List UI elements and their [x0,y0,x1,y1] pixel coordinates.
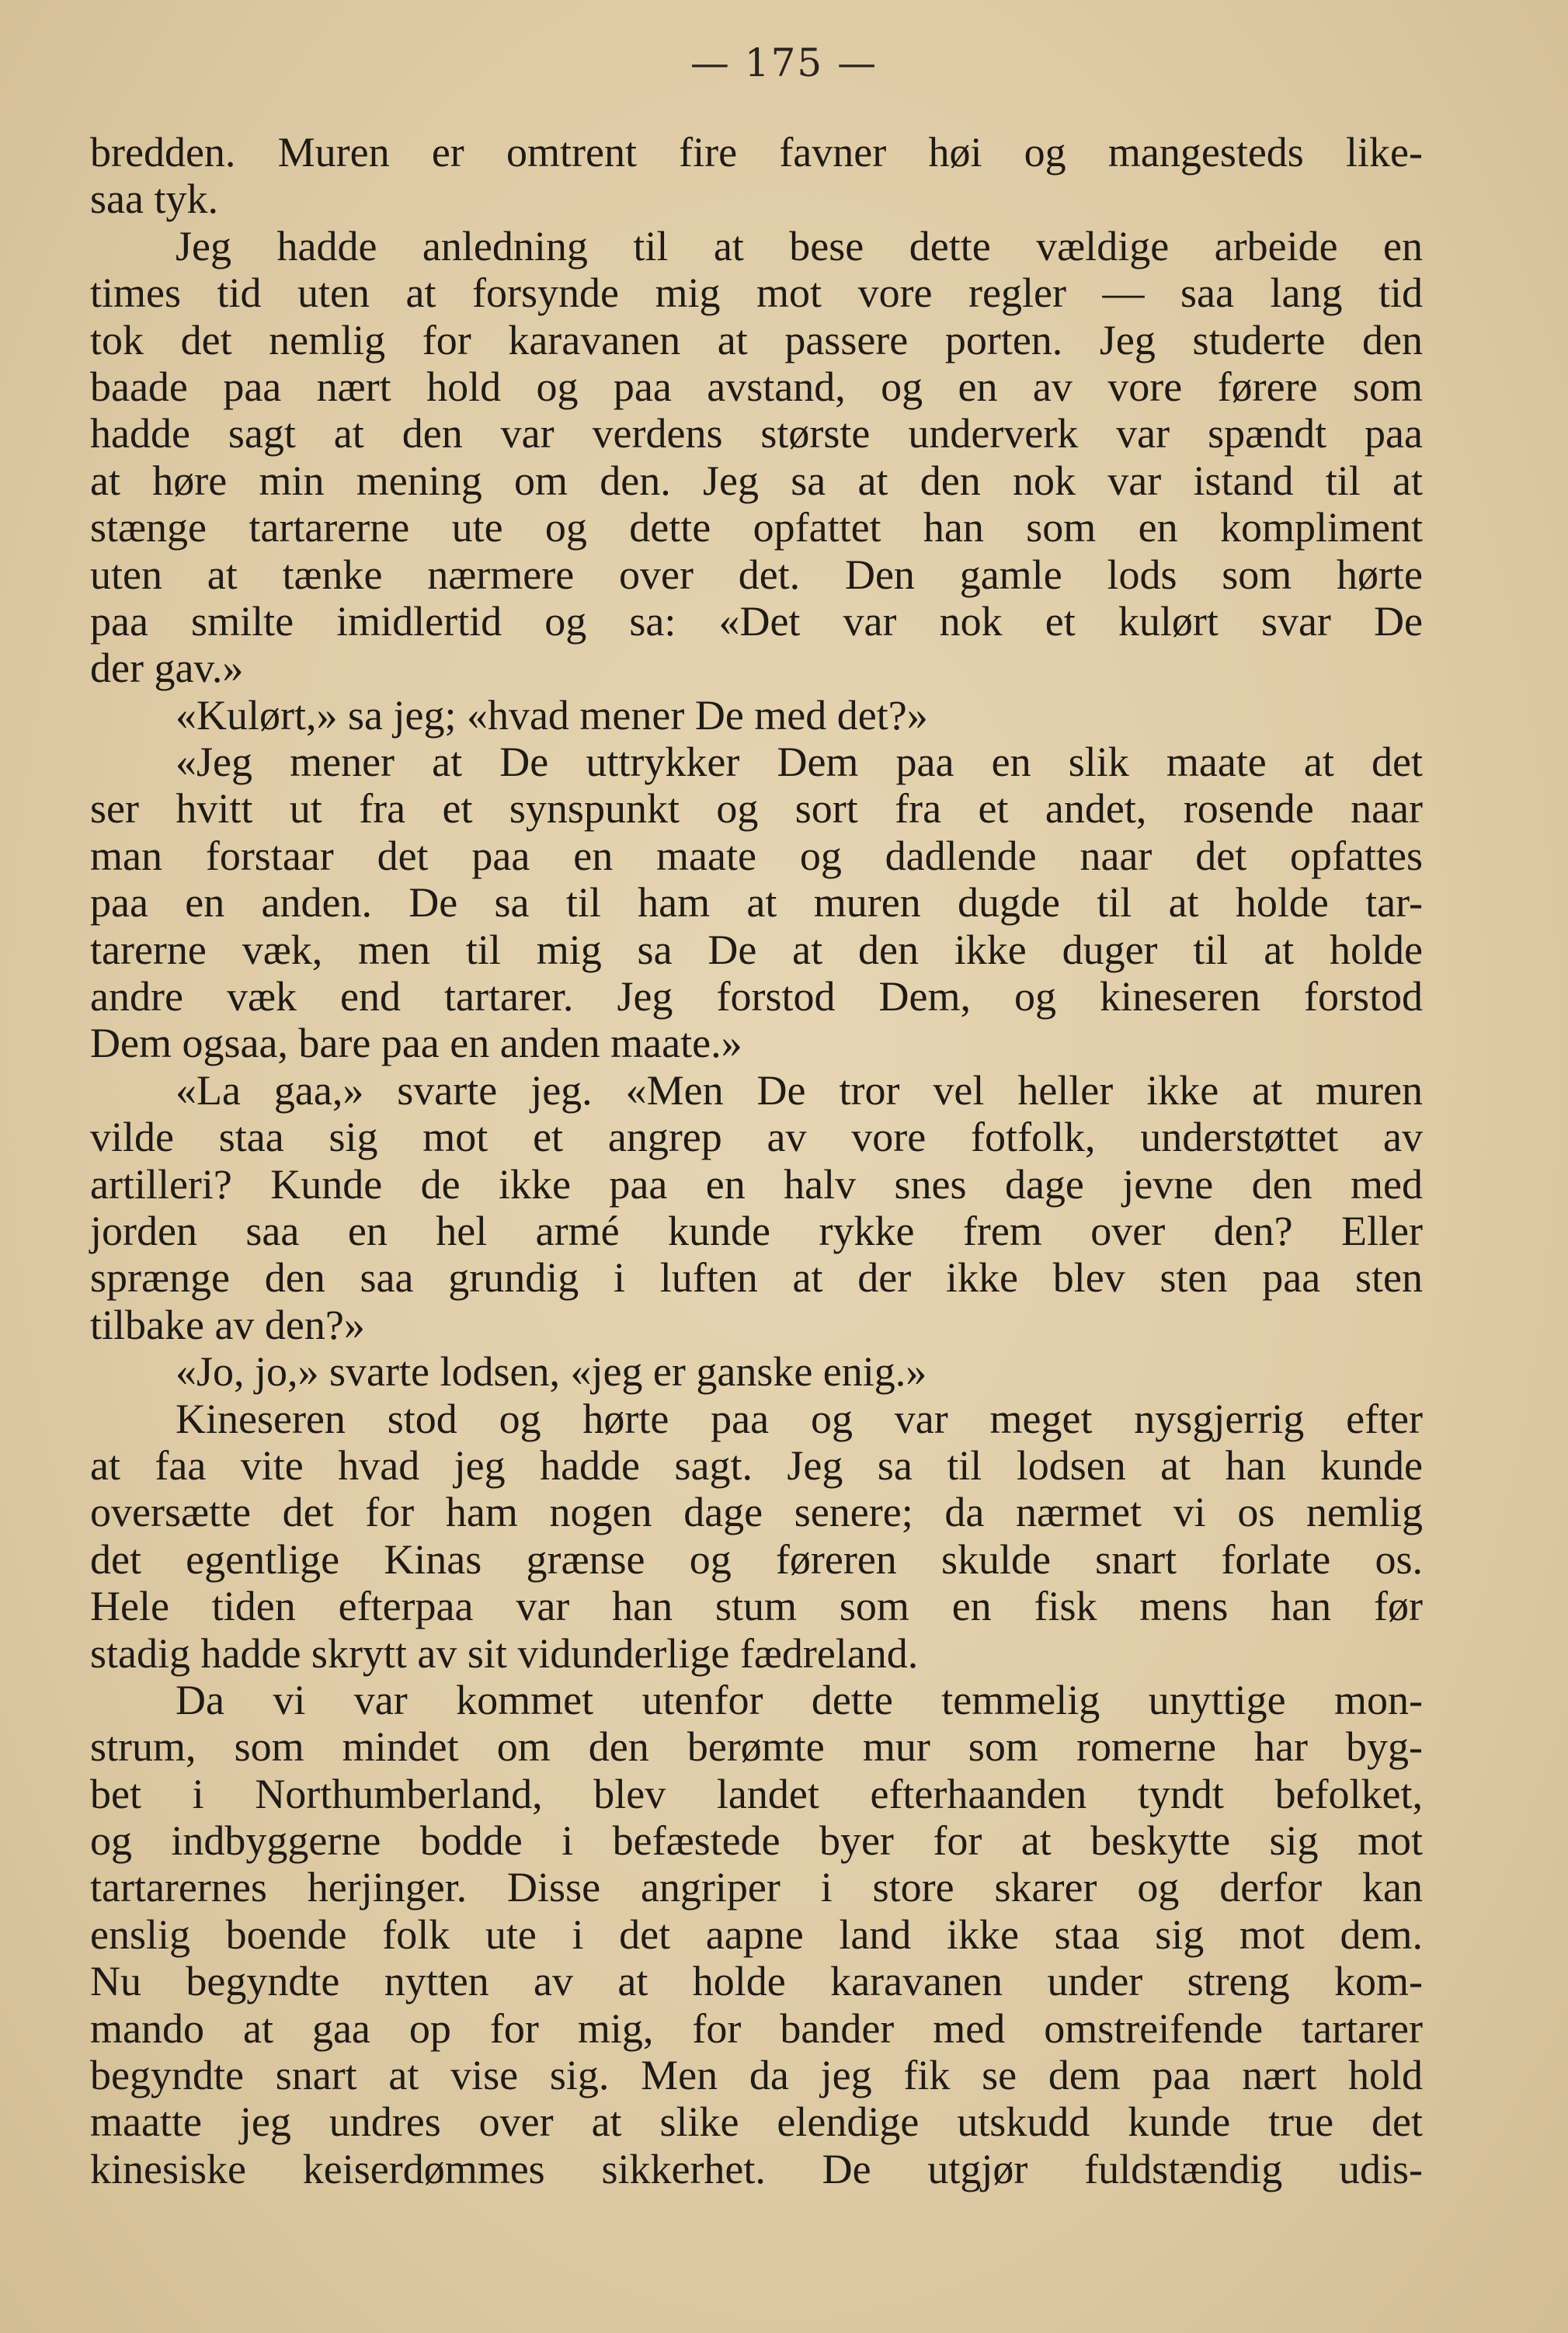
text-line: der gav.» [90,645,244,692]
text-line: tilbake av den?» [90,1301,365,1348]
text-line: begyndte snart at vise sig. Men da jeg fik se dem paa nært hold [90,2052,1423,2099]
text-line: strum, som mindet om den berømte mur som romerne har byg- [90,1723,1423,1771]
text-line: Jeg hadde anledning til at bese dette vældige arbeide en [176,222,1423,269]
text-line: stadig hadde skrytt av sit vidunderlige fædreland. [90,1629,919,1677]
text-line: at høre min mening om den. Jeg sa at den nok var istand til at [90,457,1423,504]
text-line: stænge tartarerne ute og dette opfattet han som en kompliment [90,504,1423,551]
text-line: ser hvitt ut fra et synspunkt og sort fra et andet, rosende naar [90,785,1423,833]
text-line: det egentlige Kinas grænse og føreren skulde snart forlate os. [90,1535,1423,1583]
text-line: «Kulørt,» sa jeg; «hvad mener De med det?» [176,691,928,739]
text-line: andre væk end tartarer. Jeg forstod Dem, og kineseren forstod [90,973,1423,1020]
text-line: «Jo, jo,» svarte lodsen, «jeg er ganske enig.» [176,1348,927,1396]
text-line: kinesiske keiserdømmes sikkerhet. De utgjør fuldstændig udis- [90,2145,1423,2192]
text-line: paa smilte imidlertid og sa: «Det var nok et kulørt svar De [90,597,1423,645]
text-line: at faa vite hvad jeg hadde sagt. Jeg sa til lodsen at han kunde [90,1441,1423,1489]
text-line: saa tyk. [90,176,218,223]
text-line: Dem ogsaa, bare paa en anden maate.» [90,1020,742,1067]
text-line: Kineseren stod og hørte paa og var meget nysgjerrig efter [176,1395,1423,1442]
text-line: artilleri? Kunde de ikke paa en halv snes dage jevne den med [90,1160,1423,1208]
text-line: tok det nemlig for karavanen at passere porten. Jeg studerte den [90,316,1423,363]
text-line: «Jeg mener at De uttrykker Dem paa en slik maate at det [176,739,1423,786]
text-line: og indbyggerne bodde i befæstede byer for at beskytte sig mot [90,1817,1423,1865]
text-line: Nu begyndte nytten av at holde karavanen under streng kom- [90,1958,1423,2005]
text-line: oversætte det for ham nogen dage senere; da nærmet vi os nemlig [90,1489,1423,1536]
text-line: paa en anden. De sa til ham at muren dugde til at holde tar- [90,879,1423,927]
body-text [90,129,1423,2192]
text-line: tarerne væk, men til mig sa De at den ikke duger til at holde [90,926,1423,973]
text-line: mando at gaa op for mig, for bander med omstreifende tartarer [90,2004,1423,2052]
text-line: hadde sagt at den var verdens største underverk var spændt paa [90,410,1423,457]
text-line: uten at tænke nærmere over det. Den gamle lods som hørte [90,551,1423,598]
text-line: baade paa nært hold og paa avstand, og en av vore førere som [90,363,1423,410]
text-line: maatte jeg undres over at slike elendige utskudd kunde true det [90,2098,1423,2146]
text-line: jorden saa en hel armé kunde rykke frem over den? Eller [90,1207,1423,1254]
text-line: Da vi var kommet utenfor dette temmelig unyttige mon- [176,1676,1423,1723]
text-line: bredden. Muren er omtrent fire favner høi og mangesteds like- [90,129,1423,176]
text-line: sprænge den saa grundig i luften at der ikke blev sten paa sten [90,1254,1423,1302]
text-line: bet i Northumberland, blev landet efterhaanden tyndt befolket, [90,1770,1423,1817]
page-number: — 175 — [690,40,878,85]
text-line: «La gaa,» svarte jeg. «Men De tror vel heller ikke at muren [176,1066,1423,1114]
text-line: vilde staa sig mot et angrep av vore fotfolk, understøttet av [90,1114,1423,1161]
text-line: times tid uten at forsynde mig mot vore regler — saa lang tid [90,269,1423,317]
text-line: Hele tiden efterpaa var han stum som en fisk mens han før [90,1583,1423,1630]
text-line: tartarernes herjinger. Disse angriper i store skarer og derfor kan [90,1864,1423,1911]
text-line: man forstaar det paa en maate og dadlende naar det opfattes [90,832,1423,879]
text-line: enslig boende folk ute i det aapne land ikke staa sig mot dem. [90,1911,1423,1958]
